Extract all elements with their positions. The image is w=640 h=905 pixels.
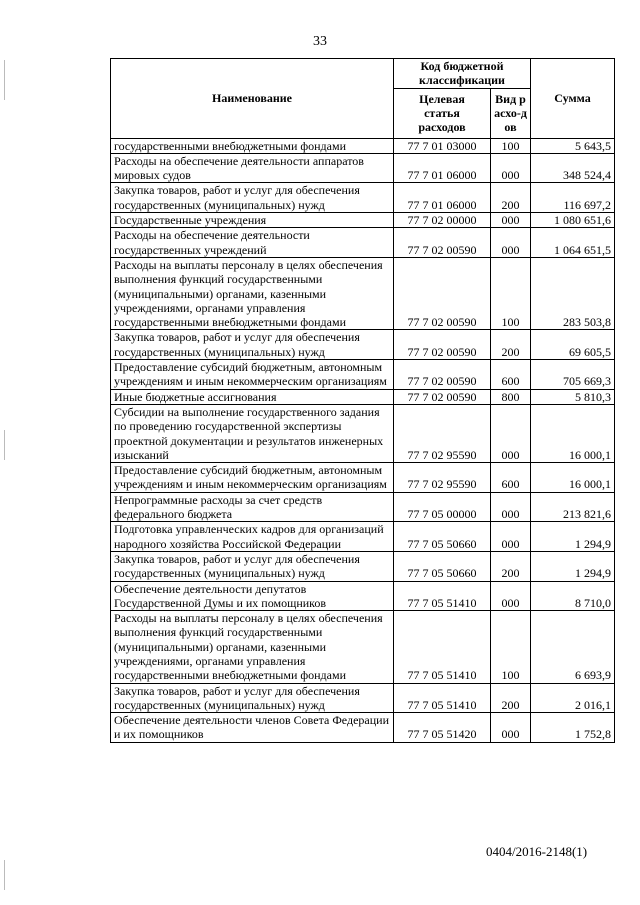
row-code: 77 7 02 00590 bbox=[394, 257, 491, 329]
table-body bbox=[111, 138, 615, 742]
row-type: 000 bbox=[491, 713, 531, 743]
row-name: Подготовка управленческих кадров для организаций народного хозяйства Российской Федерации bbox=[111, 522, 394, 552]
row-code: 77 7 02 00590 bbox=[394, 228, 491, 258]
row-name: Субсидии на выполнение государственного задания по проведению государственной экспертизы проектной документации и результатов инженерных изысканий bbox=[111, 404, 394, 462]
row-type: 000 bbox=[491, 213, 531, 228]
row-name: Закупка товаров, работ и услуг для обеспечения государственных (муниципальных) нужд bbox=[111, 183, 394, 213]
header-sum: Сумма bbox=[531, 59, 615, 139]
row-sum: 1 064 651,5 bbox=[531, 228, 615, 258]
row-type: 600 bbox=[491, 360, 531, 390]
row-name: Закупка товаров, работ и услуг для обеспечения государственных (муниципальных) нужд bbox=[111, 683, 394, 713]
row-code: 77 7 01 03000 bbox=[394, 138, 491, 153]
row-name: Закупка товаров, работ и услуг для обеспечения государственных (муниципальных) нужд bbox=[111, 551, 394, 581]
row-name: Предоставление субсидий бюджетным, автономным учреждениям и иным некоммерческим организациям bbox=[111, 463, 394, 493]
row-name: государственными внебюджетными фондами bbox=[111, 138, 394, 153]
row-name: Предоставление субсидий бюджетным, автономным учреждениям и иным некоммерческим организациям bbox=[111, 360, 394, 390]
row-code: 77 7 05 00000 bbox=[394, 492, 491, 522]
row-sum: 283 503,8 bbox=[531, 257, 615, 329]
row-type: 100 bbox=[491, 138, 531, 153]
table-row bbox=[111, 581, 615, 611]
header-code-group: Код бюджетной классификации bbox=[394, 59, 531, 89]
row-code: 77 7 05 51420 bbox=[394, 713, 491, 743]
row-sum: 705 669,3 bbox=[531, 360, 615, 390]
row-code: 77 7 05 51410 bbox=[394, 581, 491, 611]
row-type: 000 bbox=[491, 581, 531, 611]
row-code: 77 7 02 00590 bbox=[394, 389, 491, 404]
table-row bbox=[111, 257, 615, 329]
table-row bbox=[111, 389, 615, 404]
row-type: 000 bbox=[491, 522, 531, 552]
table-row bbox=[111, 360, 615, 390]
row-type: 000 bbox=[491, 228, 531, 258]
header-code: Целевая статья расходов bbox=[394, 88, 491, 138]
row-type: 200 bbox=[491, 330, 531, 360]
row-type: 000 bbox=[491, 404, 531, 462]
row-code: 77 7 02 00590 bbox=[394, 330, 491, 360]
row-name: Закупка товаров, работ и услуг для обеспечения государственных (муниципальных) нужд bbox=[111, 330, 394, 360]
header-type: Вид расхо-дов bbox=[491, 88, 531, 138]
row-name: Расходы на выплаты персоналу в целях обеспечения выполнения функций государственными (муниципальными) органами, казенными учреждениями, органами управления государственными внебюджетными фондами bbox=[111, 257, 394, 329]
table-row bbox=[111, 683, 615, 713]
table-row bbox=[111, 183, 615, 213]
table-row bbox=[111, 213, 615, 228]
row-code: 77 7 02 95590 bbox=[394, 404, 491, 462]
budget-table bbox=[110, 58, 615, 743]
table-row bbox=[111, 404, 615, 462]
row-sum: 116 697,2 bbox=[531, 183, 615, 213]
row-sum: 2 016,1 bbox=[531, 683, 615, 713]
row-code: 77 7 02 95590 bbox=[394, 463, 491, 493]
table-row bbox=[111, 463, 615, 493]
row-code: 77 7 05 50660 bbox=[394, 522, 491, 552]
row-name: Государственные учреждения bbox=[111, 213, 394, 228]
row-type: 100 bbox=[491, 611, 531, 683]
row-name: Обеспечение деятельности депутатов Государственной Думы и их помощников bbox=[111, 581, 394, 611]
row-sum: 1 752,8 bbox=[531, 713, 615, 743]
page-number: 33 bbox=[313, 34, 327, 49]
row-name: Расходы на обеспечение деятельности государственных учреждений bbox=[111, 228, 394, 258]
row-name: Иные бюджетные ассигнования bbox=[111, 389, 394, 404]
row-type: 200 bbox=[491, 683, 531, 713]
table-row bbox=[111, 330, 615, 360]
row-type: 000 bbox=[491, 153, 531, 183]
row-name: Обеспечение деятельности членов Совета Федерации и их помощников bbox=[111, 713, 394, 743]
table-row bbox=[111, 492, 615, 522]
row-type: 200 bbox=[491, 551, 531, 581]
row-sum: 348 524,4 bbox=[531, 153, 615, 183]
row-sum: 1 080 651,6 bbox=[531, 213, 615, 228]
table-row bbox=[111, 551, 615, 581]
table-row bbox=[111, 611, 615, 683]
table-row bbox=[111, 713, 615, 743]
table-row bbox=[111, 138, 615, 153]
scan-margin-mark bbox=[4, 860, 5, 890]
row-code: 77 7 02 00000 bbox=[394, 213, 491, 228]
row-code: 77 7 01 06000 bbox=[394, 183, 491, 213]
table-row bbox=[111, 522, 615, 552]
table-row bbox=[111, 153, 615, 183]
row-name: Расходы на выплаты персоналу в целях обеспечения выполнения функций государственными (муниципальными) органами, казенными учреждениями, органами управления государственными внебюджетными фондами bbox=[111, 611, 394, 683]
row-code: 77 7 05 51410 bbox=[394, 683, 491, 713]
row-sum: 5 643,5 bbox=[531, 138, 615, 153]
row-name: Непрограммные расходы за счет средств федерального бюджета bbox=[111, 492, 394, 522]
row-sum: 1 294,9 bbox=[531, 551, 615, 581]
row-code: 77 7 05 50660 bbox=[394, 551, 491, 581]
row-code: 77 7 05 51410 bbox=[394, 611, 491, 683]
row-sum: 213 821,6 bbox=[531, 492, 615, 522]
row-sum: 69 605,5 bbox=[531, 330, 615, 360]
row-sum: 8 710,0 bbox=[531, 581, 615, 611]
row-sum: 16 000,1 bbox=[531, 463, 615, 493]
document-number: 0404/2016-2148(1) bbox=[486, 844, 588, 859]
row-sum: 16 000,1 bbox=[531, 404, 615, 462]
scan-margin-mark bbox=[4, 60, 5, 100]
table-row bbox=[111, 228, 615, 258]
row-code: 77 7 01 06000 bbox=[394, 153, 491, 183]
row-type: 800 bbox=[491, 389, 531, 404]
row-name: Расходы на обеспечение деятельности аппаратов мировых судов bbox=[111, 153, 394, 183]
row-type: 000 bbox=[491, 492, 531, 522]
row-sum: 1 294,9 bbox=[531, 522, 615, 552]
row-code: 77 7 02 00590 bbox=[394, 360, 491, 390]
row-type: 600 bbox=[491, 463, 531, 493]
row-sum: 6 693,9 bbox=[531, 611, 615, 683]
row-type: 100 bbox=[491, 257, 531, 329]
scan-margin-mark bbox=[4, 430, 5, 460]
header-name: Наименование bbox=[111, 59, 394, 139]
row-sum: 5 810,3 bbox=[531, 389, 615, 404]
table-header bbox=[111, 59, 615, 139]
row-type: 200 bbox=[491, 183, 531, 213]
